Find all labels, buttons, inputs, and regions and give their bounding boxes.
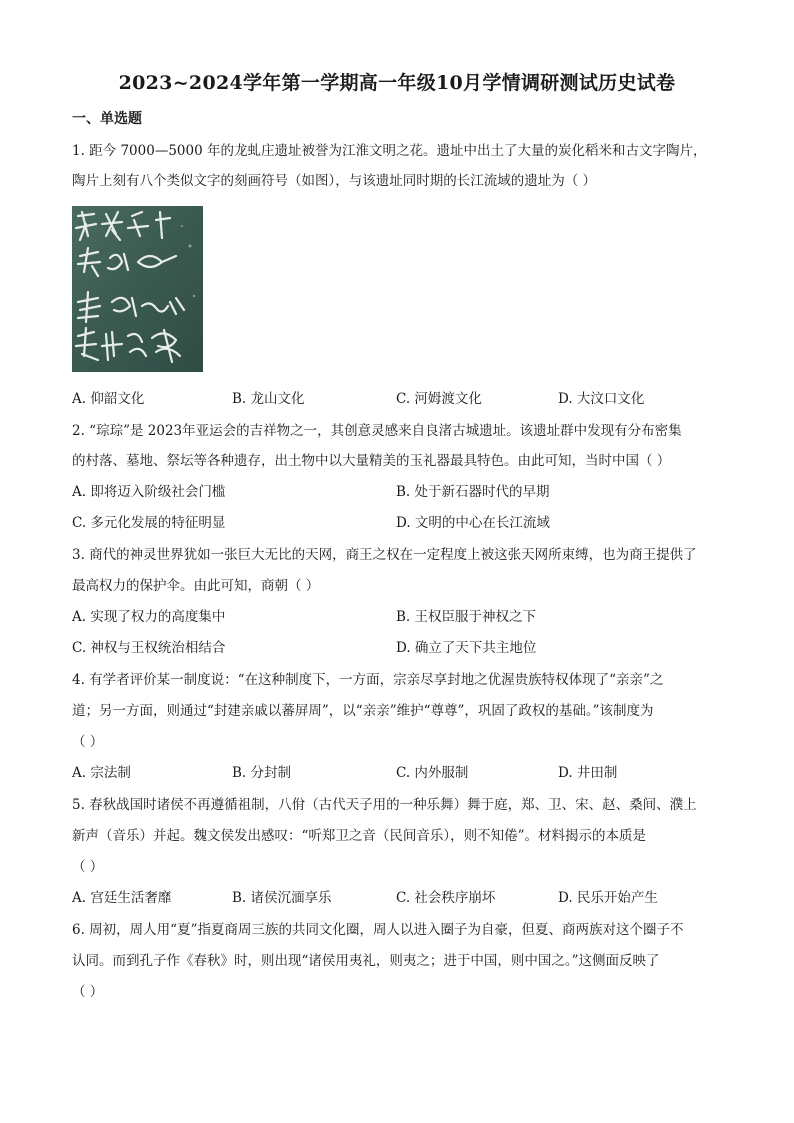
question-2-option-c: C. 多元化发展的特征明显 [72, 515, 226, 531]
question-5-line-2: 新声（音乐）并起。魏文侯发出感叹：“听郑卫之音（民间音乐），则不知倦”。材料揭示的本质是 [72, 828, 647, 844]
question-5-option-a: A. 宫廷生活奢靡 [72, 890, 172, 906]
question-5-line-1: 5. 春秋战国时诸侯不再遵循祖制，八佾（古代天子用的一种乐舞）舞于庭，郑、卫、宋、赵、桑间、濮上 [72, 797, 697, 813]
question-2-option-a: A. 即将迈入阶级社会门槛 [72, 484, 226, 500]
question-5-option-d: D. 民乐开始产生 [558, 890, 658, 906]
question-6-line-2: 认同。而到孔子作《春秋》时，则出现“诸侯用夷礼，则夷之；进于中国，则中国之。”这侧面反映了 [72, 953, 660, 969]
question-4-option-c: C. 内外服制 [396, 765, 469, 781]
question-2-line-2: 的村落、墓地、祭坛等各种遗存，出土物中以大量精美的玉礼器最具特色。由此可知，当时中国（ ） [72, 453, 671, 469]
question-3-line-2: 最高权力的保护伞。由此可知，商朝（ ） [72, 578, 320, 594]
question-4-option-b: B. 分封制 [232, 765, 292, 781]
question-4-option-a: A. 宗法制 [72, 765, 131, 781]
question-4-option-d: D. 井田制 [558, 765, 618, 781]
question-1-option-d: D. 大汶口文化 [558, 391, 645, 407]
question-6-line-1: 6. 周初，周人用“夏”指夏商周三族的共同文化圈，周人以进入圈子为自豪，但夏、商两族对这个圈子不 [72, 922, 684, 938]
question-1-line-1: 1. 距今 7000—5000 年的龙虬庄遗址被誉为江淮文明之花。遗址中出土了大量的炭化稻米和古文字陶片， [72, 143, 707, 159]
question-3-line-1: 3. 商代的神灵世界犹如一张巨大无比的天网，商王之权在一定程度上被这张天网所束缚，也为商王提供了 [72, 547, 697, 563]
question-5-line-3: （ ） [72, 859, 104, 875]
question-3-option-c: C. 神权与王权统治相结合 [72, 640, 226, 656]
pottery-inscription-image [72, 206, 203, 372]
question-1-option-b: B. 龙山文化 [232, 391, 305, 407]
question-2-option-b: B. 处于新石器时代的早期 [396, 484, 550, 500]
section-heading: 一、单选题 [72, 111, 142, 127]
question-4-line-1: 4. 有学者评价某一制度说：“在这种制度下，一方面，宗亲尽享封地之优渥贵族特权体现了“亲亲”之 [72, 672, 664, 688]
question-6-line-3: （ ） [72, 984, 104, 1000]
question-3-option-a: A. 实现了权力的高度集中 [72, 609, 226, 625]
question-3-option-b: B. 王权臣服于神权之下 [396, 609, 537, 625]
question-4-line-3: （ ） [72, 734, 104, 750]
exam-title: 2023~2024学年第一学期高一年级10月学情调研测试历史试卷 [118, 72, 676, 94]
question-3-option-d: D. 确立了天下共主地位 [396, 640, 537, 656]
question-2-option-d: D. 文明的中心在长江流域 [396, 515, 550, 531]
question-5-option-c: C. 社会秩序崩坏 [396, 890, 496, 906]
question-1-line-2: 陶片上刻有八个类似文字的刻画符号（如图），与该遗址同时期的长江流域的遗址为（ ） [72, 173, 597, 189]
question-5-option-b: B. 诸侯沉湎享乐 [232, 890, 332, 906]
question-1-option-c: C. 河姆渡文化 [396, 391, 482, 407]
pottery-inscription-drawing [72, 206, 203, 372]
question-4-line-2: 道；另一方面，则通过“封建亲戚以蕃屏周”，以“亲亲”维护“尊尊”，巩固了政权的基础。”该制度为 [72, 703, 654, 719]
question-1-option-a: A. 仰韶文化 [72, 391, 145, 407]
question-2-line-1: 2. “琮琮”是 2023年亚运会的吉祥物之一，其创意灵感来自良渚古城遗址。该遗址群中发现有分布密集 [72, 423, 682, 439]
